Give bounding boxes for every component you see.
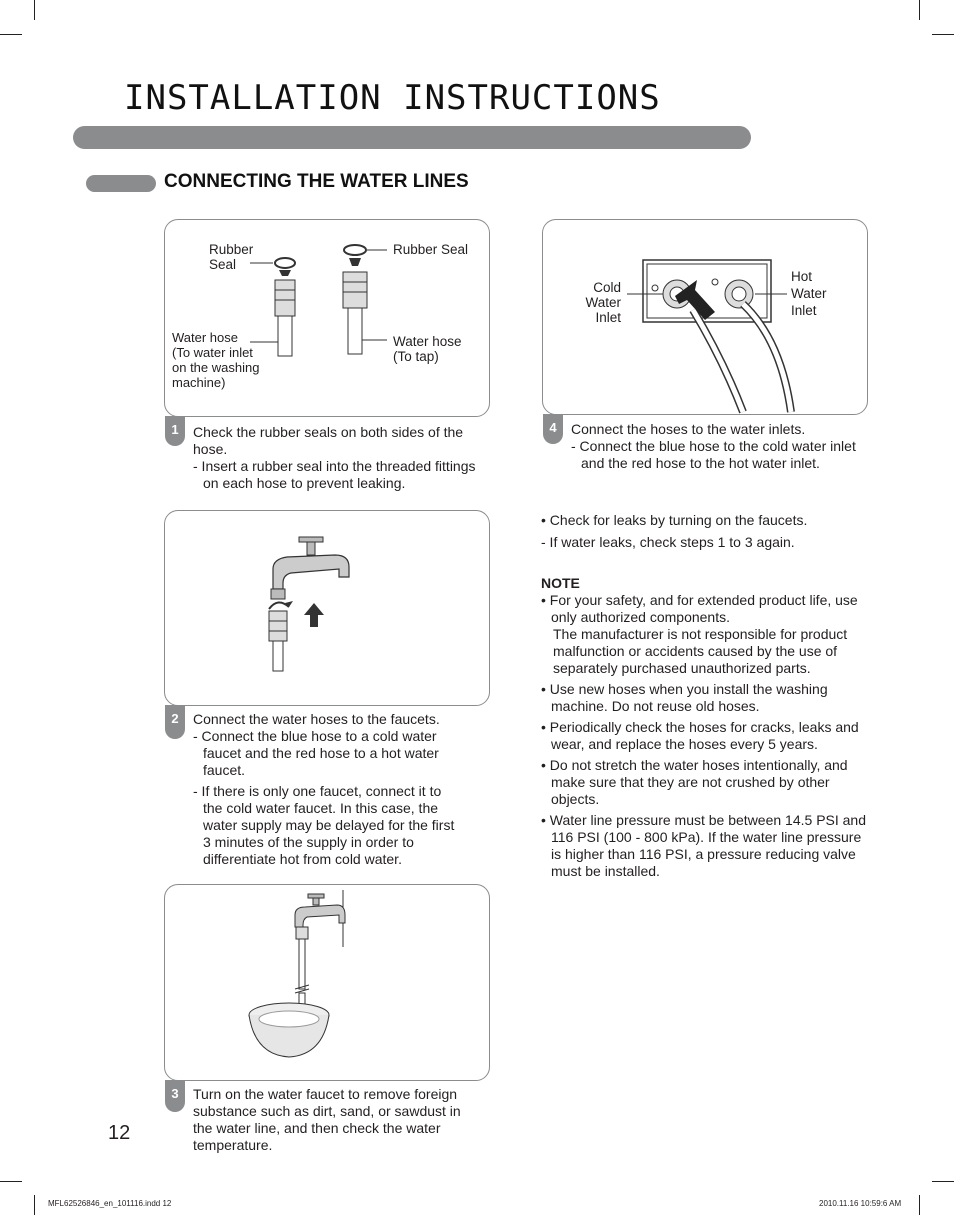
crop-mark [0,34,22,35]
step-2-number: 2 [165,705,185,739]
note-item: The manufacturer is not responsible for product malfunction or accidents caused by the use of separately purchased unauthorized parts. [553,626,848,676]
note-item: • Periodically check the hoses for cracks, leaks and wear, and replace the hoses every 5 years. [541,719,859,752]
step-4-number: 4 [543,414,563,444]
check-item: - If water leaks, check steps 1 to 3 again. [541,534,795,550]
step-4-sub: - Connect the blue hose to the cold water inlet and the red hose to the hot water inlet. [571,438,856,471]
step-3-main: Turn on the water faucet to remove foreign substance such as dirt, sand, or sawdust in the water line, and then check the water temperature. [193,1086,461,1153]
page-number: 12 [108,1122,131,1144]
step-3-text [193,1086,478,1154]
footer-file: MFL62526846_en_101116.indd 12 [48,1199,172,1208]
note-heading: NOTE [541,575,580,591]
step-2-sub-1: - Connect the blue hose to a cold water faucet and the red hose to a hot water faucet. [193,728,439,778]
label-rubber-seal-left: Rubber Seal [209,242,254,272]
crop-mark [34,0,35,20]
faucet-bucket-illustration [165,885,489,1080]
step-4-text [571,421,871,472]
step-2-sub-2: - If there is only one faucet, connect it to the cold water faucet. In this case, the water supply may be delayed for the first 3 minutes of the supply in order to differentiate hot from cold water. [193,783,455,867]
label-water-hose-left: Water hose (To water inlet on the washing machine) [172,330,260,390]
label-hot-water-inlet: Hot Water Inlet [791,269,827,318]
step-2-text [193,711,463,868]
note-item: • Water line pressure must be between 14.5 PSI and 116 PSI (100 - 800 kPa). If the water line pressure is higher than 116 PSI, a pressure reducing valve must be installed. [541,812,867,879]
faucet-illustration [165,511,489,705]
page-title: INSTALLATION INSTRUCTIONS [124,78,661,118]
step-1-main: Check the rubber seals on both sides of the hose. [193,424,464,457]
leak-check-section [541,512,871,551]
crop-mark [932,34,954,35]
header-bar [73,126,751,149]
step-4-illustration-box [542,219,868,415]
step-3-number: 3 [165,1080,185,1112]
section-bar [86,175,156,192]
step-1-illustration-box [164,219,490,417]
step-1-sub: - Insert a rubber seal into the threaded fittings on each hose to prevent leaking. [193,458,476,491]
note-item: • Do not stretch the water hoses intentionally, and make sure that they are not crushed by other objects. [541,757,848,807]
step-2-main: Connect the water hoses to the faucets. [193,711,440,727]
check-item: • Check for leaks by turning on the faucets. [541,512,808,528]
label-water-hose-right: Water hose (To tap) [393,334,462,364]
step-2-illustration-box [164,510,490,706]
section-title: CONNECTING THE WATER LINES [164,171,469,192]
crop-mark [919,0,920,20]
note-item: • For your safety, and for extended product life, use only authorized components. [541,592,858,625]
note-section [541,575,871,880]
note-item: • Use new hoses when you install the washing machine. Do not reuse old hoses. [541,681,828,714]
step-4-main: Connect the hoses to the water inlets. [571,421,806,437]
crop-mark [932,1181,954,1182]
footer-timestamp: 2010.11.16 10:59:6 AM [819,1199,902,1208]
step-3-illustration-box [164,884,490,1081]
step-1-text [193,424,491,492]
label-cold-water-inlet: Cold Water Inlet [585,280,621,325]
step-1-number: 1 [165,416,185,446]
crop-mark [0,1181,22,1182]
label-rubber-seal-right: Rubber Seal [393,242,469,257]
crop-mark [34,1195,35,1215]
crop-mark [919,1195,920,1215]
